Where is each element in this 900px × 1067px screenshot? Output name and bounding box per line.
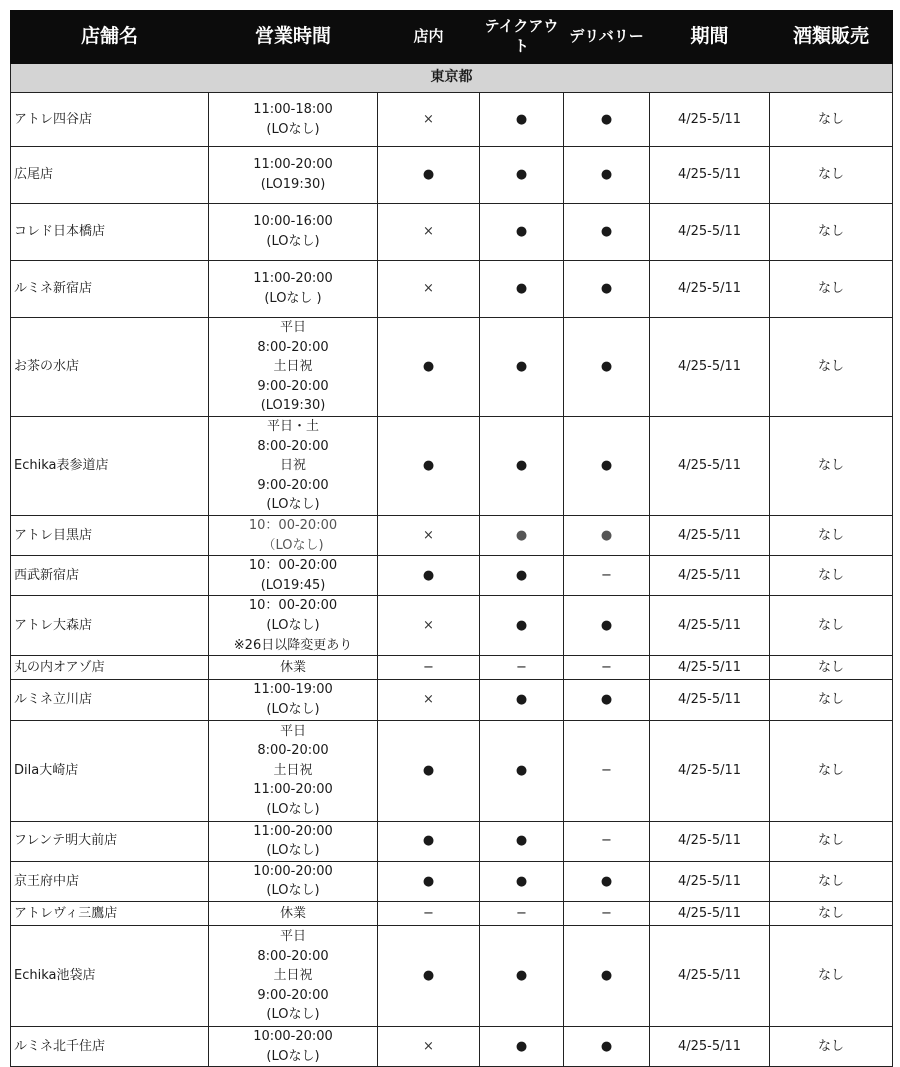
store-name: ルミネ新宿店	[11, 261, 209, 318]
table-row	[11, 656, 893, 680]
dine-in-status: ●	[378, 417, 480, 516]
hours-line: 10:00-20:00	[253, 863, 333, 879]
hours-line: 平日	[279, 723, 306, 739]
hours-line: 8:00-20:00	[257, 948, 329, 964]
period: 4/25-5/11	[650, 596, 770, 656]
table-row	[11, 901, 893, 925]
business-hours	[209, 93, 378, 147]
business-hours	[209, 596, 378, 656]
hours-line: (LOなし)	[266, 121, 320, 137]
takeout-status: −	[480, 901, 564, 925]
dine-in-status: ●	[378, 556, 480, 596]
hours-line: 11:00-20:00	[253, 823, 333, 839]
hours-line: （LOなし)	[262, 537, 324, 553]
takeout-status: ●	[480, 318, 564, 417]
hours-line: 平日・土	[266, 419, 319, 435]
takeout-status: ●	[480, 861, 564, 901]
alcohol-sales: なし	[770, 318, 893, 417]
business-hours	[209, 821, 378, 861]
store-name: アトレ大森店	[11, 596, 209, 656]
alcohol-sales: なし	[770, 720, 893, 821]
hours-line: 8:00-20:00	[257, 743, 329, 759]
hours-line: 土日祝	[273, 359, 313, 375]
takeout-status: ●	[480, 680, 564, 720]
period: 4/25-5/11	[650, 861, 770, 901]
header-period: 期間	[650, 11, 770, 64]
hours-line: 11:00-20:00	[253, 271, 333, 287]
header-delivery: デリバリー	[564, 11, 650, 64]
business-hours	[209, 318, 378, 417]
hours-line: 10：00-20:00	[248, 558, 338, 574]
hours-line: 9:00-20:00	[257, 378, 329, 394]
table-row	[11, 147, 893, 204]
business-hours	[209, 204, 378, 261]
delivery-status: ●	[564, 204, 650, 261]
period: 4/25-5/11	[650, 93, 770, 147]
store-name: フレンテ明大前店	[11, 821, 209, 861]
period: 4/25-5/11	[650, 556, 770, 596]
hours-line: 土日祝	[273, 968, 313, 984]
hours-line: 休業	[279, 905, 306, 921]
hours-line: (LOなし)	[266, 1048, 320, 1064]
period: 4/25-5/11	[650, 516, 770, 556]
delivery-status: −	[564, 720, 650, 821]
takeout-status: −	[480, 656, 564, 680]
hours-line: 10:00-20:00	[253, 1028, 333, 1044]
hours-line: 平日	[279, 928, 306, 944]
dine-in-status: ×	[378, 516, 480, 556]
dine-in-status: ●	[378, 925, 480, 1026]
hours-line: (LOなし )	[264, 291, 322, 306]
alcohol-sales: なし	[770, 680, 893, 720]
period: 4/25-5/11	[650, 680, 770, 720]
header-store-name: 店舗名	[11, 11, 209, 64]
dine-in-status: ×	[378, 596, 480, 656]
hours-line: 10：00-20:00	[248, 598, 338, 614]
period: 4/25-5/11	[650, 720, 770, 821]
table-row	[11, 261, 893, 318]
takeout-status: ●	[480, 93, 564, 147]
hours-line: 11:00-19:00	[253, 682, 333, 698]
store-name: ルミネ立川店	[11, 680, 209, 720]
period: 4/25-5/11	[650, 901, 770, 925]
dine-in-status: ×	[378, 680, 480, 720]
dine-in-status: ●	[378, 821, 480, 861]
store-name: 丸の内オアゾ店	[11, 656, 209, 680]
store-hours-table	[10, 10, 893, 1067]
dine-in-status: ×	[378, 1026, 480, 1066]
dine-in-status: ●	[378, 720, 480, 821]
alcohol-sales: なし	[770, 261, 893, 318]
business-hours	[209, 861, 378, 901]
business-hours	[209, 656, 378, 680]
period: 4/25-5/11	[650, 147, 770, 204]
alcohol-sales: なし	[770, 417, 893, 516]
hours-line: 日祝	[279, 458, 306, 474]
alcohol-sales: なし	[770, 516, 893, 556]
alcohol-sales: なし	[770, 93, 893, 147]
dine-in-status: ●	[378, 147, 480, 204]
hours-line: 11:00-20:00	[253, 157, 333, 173]
store-name: アトレ四谷店	[11, 93, 209, 147]
delivery-status: ●	[564, 596, 650, 656]
alcohol-sales: なし	[770, 861, 893, 901]
hours-line: 9:00-20:00	[257, 987, 329, 1003]
table-row	[11, 925, 893, 1026]
dine-in-status: ×	[378, 93, 480, 147]
dine-in-status: −	[378, 901, 480, 925]
alcohol-sales: なし	[770, 925, 893, 1026]
hours-line: 11:00-18:00	[253, 101, 333, 117]
takeout-status: ●	[480, 204, 564, 261]
delivery-status: ●	[564, 516, 650, 556]
table-row	[11, 680, 893, 720]
hours-line: 10:00-16:00	[253, 214, 333, 230]
delivery-status: −	[564, 656, 650, 680]
takeout-status: ●	[480, 261, 564, 318]
alcohol-sales: なし	[770, 901, 893, 925]
takeout-status: ●	[480, 720, 564, 821]
hours-line: 土日祝	[273, 762, 313, 778]
table-row	[11, 861, 893, 901]
takeout-status: ●	[480, 821, 564, 861]
dine-in-status: ×	[378, 261, 480, 318]
store-name: Dila大崎店	[11, 720, 209, 821]
store-name: Echika表参道店	[11, 417, 209, 516]
business-hours	[209, 417, 378, 516]
delivery-status: ●	[564, 93, 650, 147]
table-row	[11, 556, 893, 596]
alcohol-sales: なし	[770, 656, 893, 680]
table-row	[11, 821, 893, 861]
alcohol-sales: なし	[770, 147, 893, 204]
table-row	[11, 516, 893, 556]
takeout-status: ●	[480, 596, 564, 656]
delivery-status: ●	[564, 861, 650, 901]
takeout-status: ●	[480, 417, 564, 516]
header-alcohol: 酒類販売	[770, 11, 893, 64]
delivery-status: ●	[564, 417, 650, 516]
dine-in-status: ●	[378, 861, 480, 901]
header-hours: 営業時間	[209, 11, 378, 64]
delivery-status: ●	[564, 680, 650, 720]
business-hours	[209, 1026, 378, 1066]
store-name: アトレ目黒店	[11, 516, 209, 556]
hours-line: 平日	[279, 320, 306, 336]
delivery-status: ●	[564, 1026, 650, 1066]
store-name: 京王府中店	[11, 861, 209, 901]
region-row	[11, 64, 893, 93]
store-name: コレド日本橋店	[11, 204, 209, 261]
hours-line: (LOなし)	[266, 701, 320, 717]
hours-line: (LO19:30)	[260, 398, 326, 414]
business-hours	[209, 901, 378, 925]
period: 4/25-5/11	[650, 925, 770, 1026]
hours-line: 休業	[279, 660, 306, 676]
delivery-status: −	[564, 901, 650, 925]
hours-line: 11:00-20:00	[253, 782, 333, 798]
store-name: アトレヴィ三鷹店	[11, 901, 209, 925]
business-hours	[209, 680, 378, 720]
delivery-status: ●	[564, 318, 650, 417]
hours-line: 10：00-20:00	[248, 518, 338, 533]
header-row	[11, 11, 893, 64]
hours-line: (LOなし)	[266, 234, 320, 249]
period: 4/25-5/11	[650, 821, 770, 861]
delivery-status: ●	[564, 261, 650, 318]
hours-line: (LOなし)	[266, 1007, 320, 1023]
period: 4/25-5/11	[650, 261, 770, 318]
alcohol-sales: なし	[770, 1026, 893, 1066]
period: 4/25-5/11	[650, 656, 770, 680]
takeout-status: ●	[480, 516, 564, 556]
table-row	[11, 204, 893, 261]
store-name: 西武新宿店	[11, 556, 209, 596]
store-name: 広尾店	[11, 147, 209, 204]
alcohol-sales: なし	[770, 556, 893, 596]
hours-line: (LOなし)	[266, 618, 320, 634]
store-name: お茶の水店	[11, 318, 209, 417]
hours-line: (LO19:45)	[260, 577, 326, 593]
alcohol-sales: なし	[770, 204, 893, 261]
delivery-status: ●	[564, 925, 650, 1026]
hours-line: 9:00-20:00	[257, 477, 329, 493]
table-row	[11, 93, 893, 147]
region-label: 東京都	[11, 64, 893, 93]
business-hours	[209, 261, 378, 318]
hours-line: (LOなし)	[266, 497, 320, 513]
dine-in-status: −	[378, 656, 480, 680]
dine-in-status: ●	[378, 318, 480, 417]
takeout-status: ●	[480, 556, 564, 596]
business-hours	[209, 925, 378, 1026]
period: 4/25-5/11	[650, 204, 770, 261]
store-name: Echika池袋店	[11, 925, 209, 1026]
hours-line: 8:00-20:00	[257, 339, 329, 355]
period: 4/25-5/11	[650, 1026, 770, 1066]
delivery-status: −	[564, 821, 650, 861]
store-name: ルミネ北千住店	[11, 1026, 209, 1066]
hours-line: (LO19:30)	[260, 177, 326, 192]
business-hours	[209, 147, 378, 204]
delivery-status: −	[564, 556, 650, 596]
table-row	[11, 318, 893, 417]
hours-line: (LOなし)	[266, 801, 320, 817]
header-dine-in: 店内	[378, 11, 480, 64]
dine-in-status: ×	[378, 204, 480, 261]
takeout-status: ●	[480, 925, 564, 1026]
alcohol-sales: なし	[770, 596, 893, 656]
period: 4/25-5/11	[650, 417, 770, 516]
period: 4/25-5/11	[650, 318, 770, 417]
hours-line: 8:00-20:00	[257, 438, 329, 454]
hours-line: (LOなし)	[266, 883, 320, 899]
takeout-status: ●	[480, 147, 564, 204]
header-takeout: テイクアウト	[480, 11, 564, 64]
hours-line: ※26日以降変更あり	[233, 637, 353, 653]
business-hours	[209, 516, 378, 556]
delivery-status: ●	[564, 147, 650, 204]
table-row	[11, 417, 893, 516]
hours-line: (LOなし)	[266, 843, 320, 859]
takeout-status: ●	[480, 1026, 564, 1066]
alcohol-sales: なし	[770, 821, 893, 861]
table-row	[11, 1026, 893, 1066]
business-hours	[209, 720, 378, 821]
table-row	[11, 596, 893, 656]
business-hours	[209, 556, 378, 596]
table-row	[11, 720, 893, 821]
